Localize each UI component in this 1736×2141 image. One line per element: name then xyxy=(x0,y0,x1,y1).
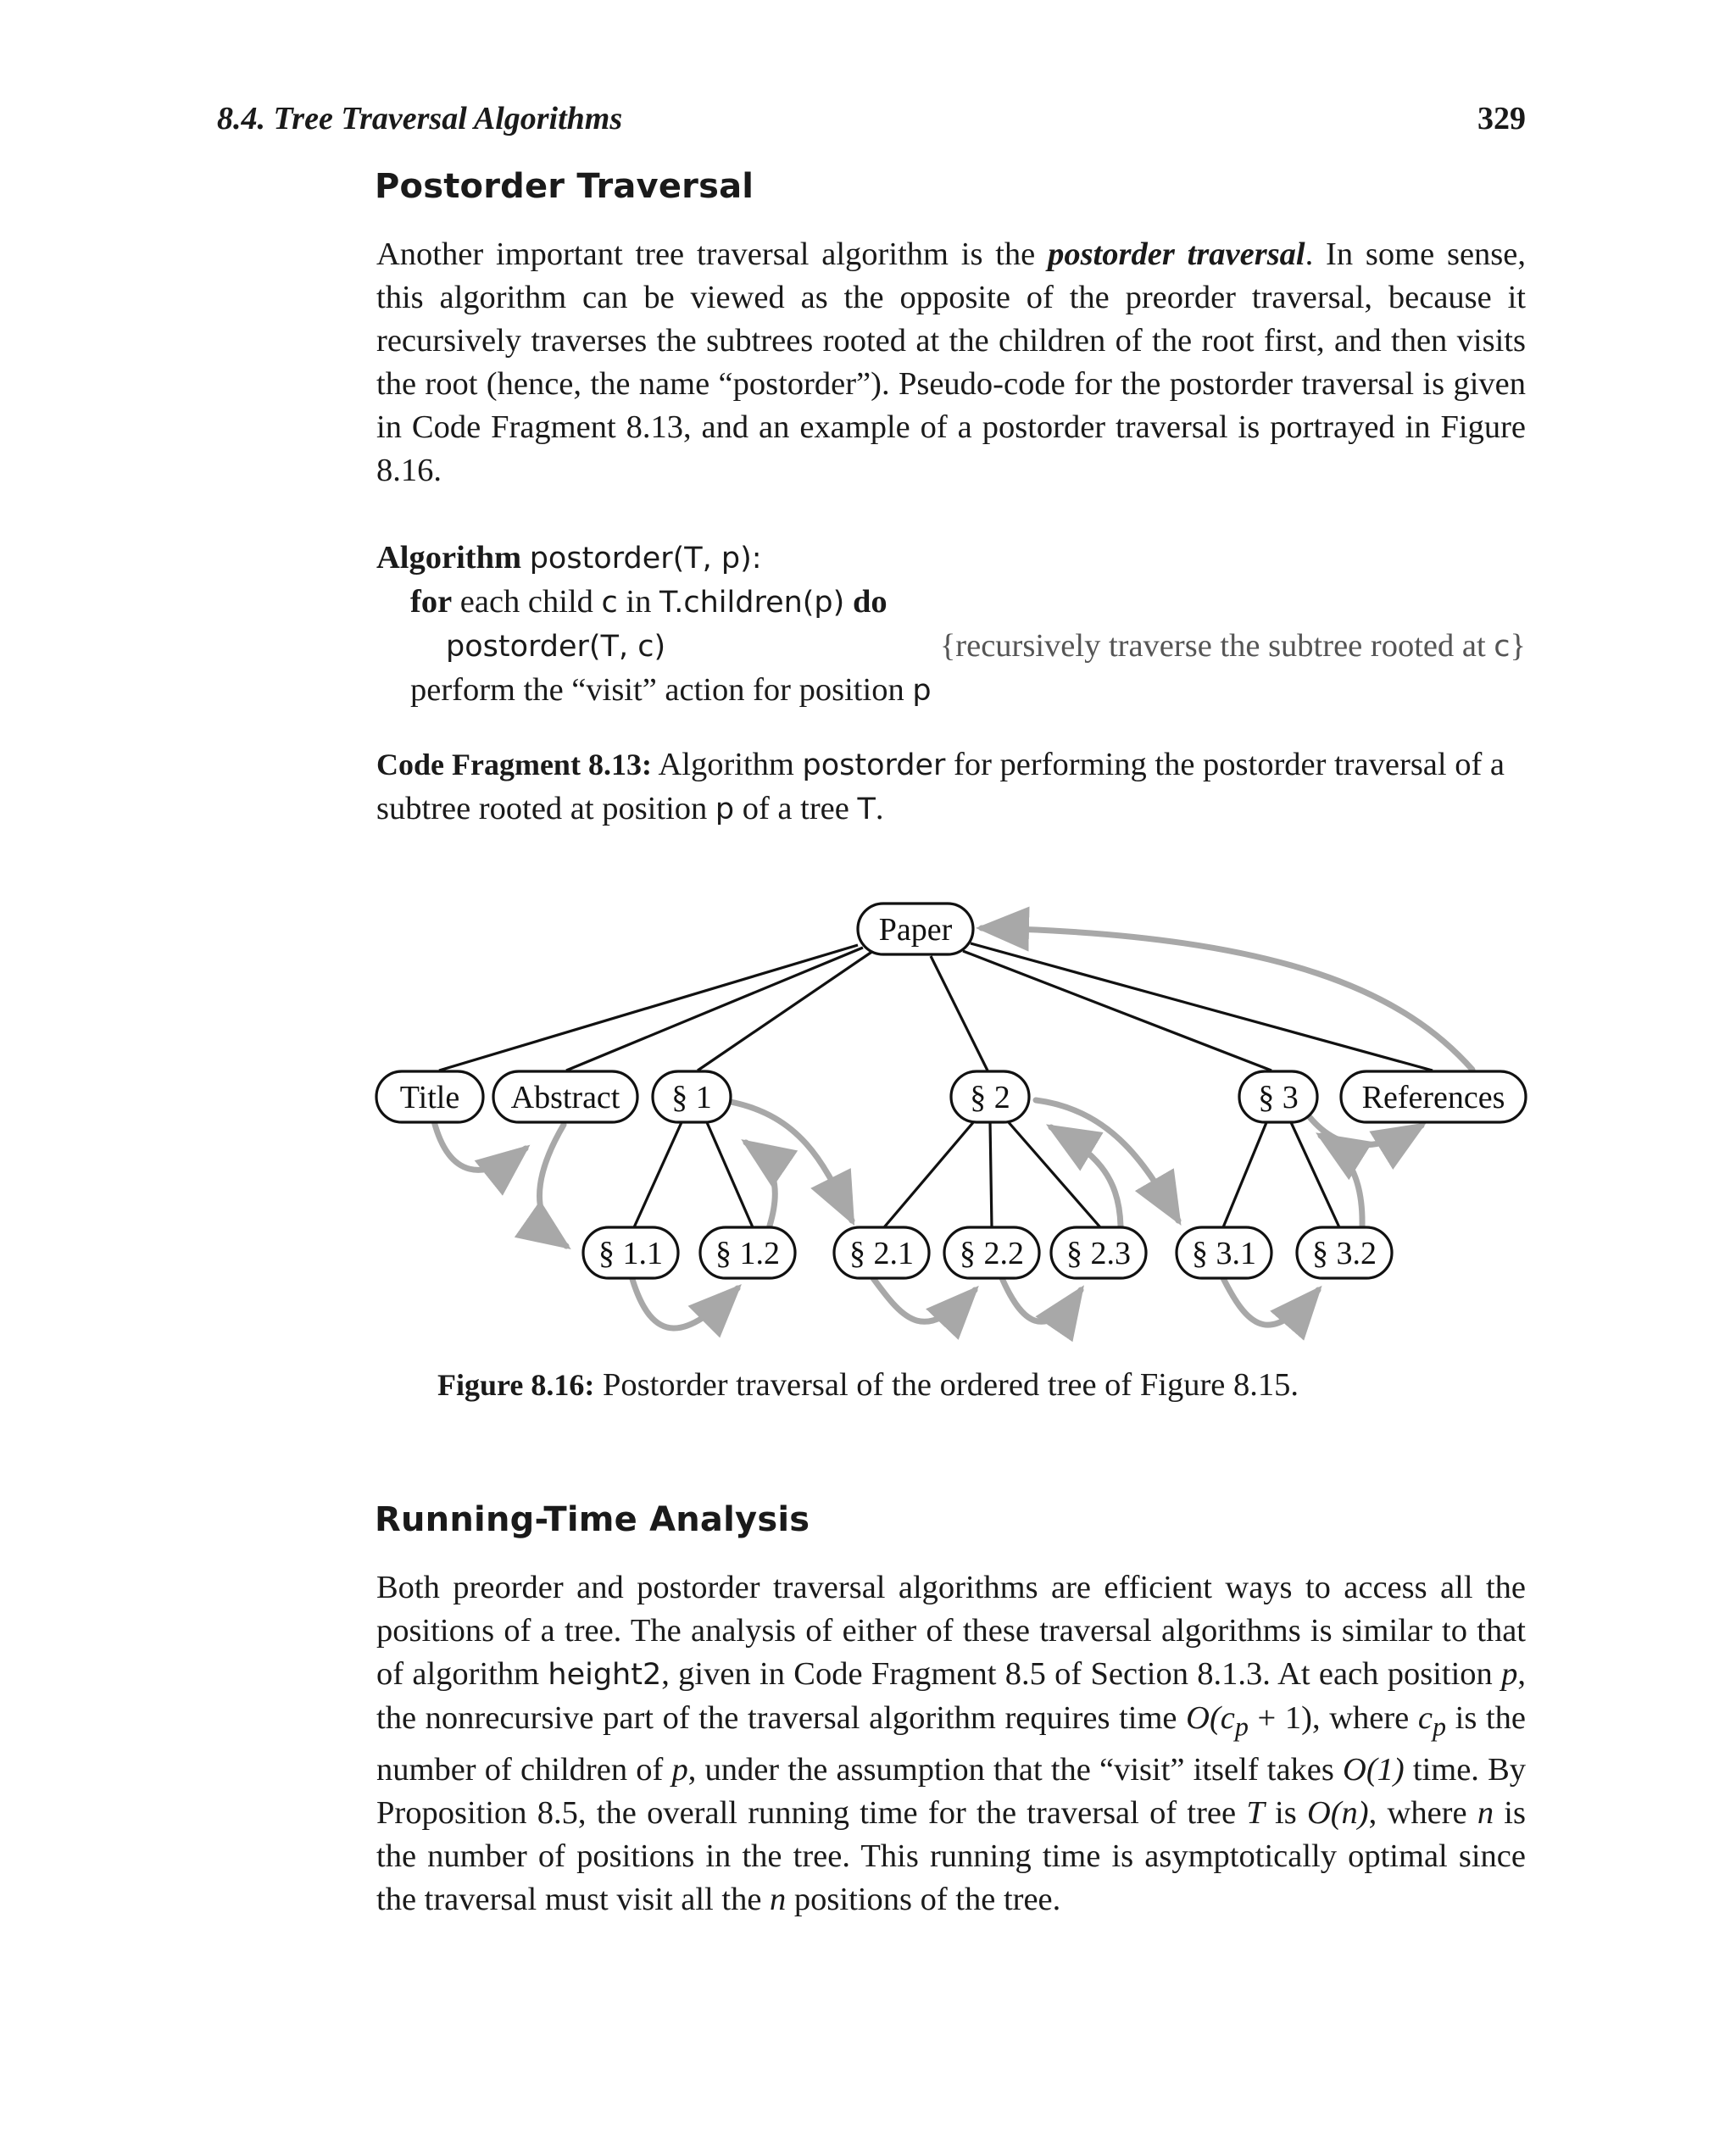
rt-text-11: positions of the tree. xyxy=(786,1881,1061,1917)
children-call: T.children(p) xyxy=(659,586,845,620)
edge-s2-s2-1 xyxy=(884,1121,975,1227)
code-caption-text1: Algorithm xyxy=(651,747,803,782)
section-title: 8.4. Tree Traversal Algorithms xyxy=(217,101,623,136)
visit-text: perform the “visit” action for position xyxy=(410,672,913,708)
arrow-references-to-paper xyxy=(982,928,1472,1070)
rt-text-2: , given in Code Fragment 8.5 of Section 8.1.3. At each position xyxy=(661,1656,1502,1692)
node-label-paper: Paper xyxy=(878,912,953,948)
figure-caption xyxy=(0,1366,1736,1404)
comment-close: } xyxy=(1510,628,1526,664)
arrow-s2-1-to-s2-2 xyxy=(873,1278,975,1321)
algo-keyword: Algorithm xyxy=(376,540,522,576)
for-middle: each child xyxy=(452,584,602,620)
arrow-title-to-abstract xyxy=(434,1121,526,1170)
code-caption-var-p: p xyxy=(715,792,735,826)
arrow-s3-2-to-s3 xyxy=(1321,1136,1362,1226)
visit-var: p xyxy=(912,674,932,708)
arrow-s1-to-s2-1 xyxy=(731,1102,852,1221)
node-label-s3-1: § 3.1 xyxy=(1192,1236,1256,1271)
page-number: 329 xyxy=(1477,101,1526,136)
rt-text-4: , where xyxy=(1311,1700,1418,1736)
arrow-s1-2-to-s1 xyxy=(746,1143,775,1226)
node-label-s1-2: § 1.2 xyxy=(715,1236,780,1271)
arrow-s3-1-to-s3-2 xyxy=(1223,1278,1318,1325)
rt-text-3: , the nonrecursive part of the traversal algorithm requires time xyxy=(376,1656,1526,1736)
code-caption-text3: of a tree xyxy=(734,791,858,826)
edge-s2-s2-2 xyxy=(990,1121,992,1227)
running-time-paragraph xyxy=(376,1566,1526,1921)
edge-paper-references xyxy=(971,943,1433,1070)
code-caption-var-T: T xyxy=(857,792,876,826)
node-label-s1: § 1 xyxy=(671,1080,712,1115)
edge-paper-abstract xyxy=(566,948,863,1070)
for-in: in xyxy=(617,584,659,620)
edge-paper-s3 xyxy=(963,951,1271,1070)
node-label-s2-3: § 2.3 xyxy=(1066,1236,1131,1271)
edge-s3-s3-1 xyxy=(1223,1121,1267,1227)
rt-text-5: is the number of children of xyxy=(376,1700,1526,1788)
rt-math-5: O(n) xyxy=(1306,1794,1369,1831)
rt-text-6: , under the assumption that the “visit” itself takes xyxy=(687,1751,1344,1788)
rt-text-9: , where xyxy=(1368,1794,1477,1831)
para-part1: Another important tree traversal algorithm is the xyxy=(376,236,1049,272)
rt-math-3: O(1) xyxy=(1343,1751,1405,1788)
para-emphasis: postorder traversal xyxy=(1048,236,1305,272)
edge-s2-s2-3 xyxy=(1007,1121,1100,1227)
rt-height2: height2 xyxy=(548,1658,662,1692)
rt-var-p2: p xyxy=(671,1751,688,1788)
node-label-s1-1: § 1.1 xyxy=(598,1236,663,1271)
comment-text: {recursively traverse the subtree rooted at xyxy=(939,628,1494,664)
edge-s1-s1-2 xyxy=(706,1121,753,1227)
rt-text-1: Both preorder and postorder traversal algorithms are efficient ways to access all the positions of a tree. The analysis of either of these traversal algorithms is similar to that of algorithm xyxy=(376,1570,1526,1692)
rt-text-8: is xyxy=(1264,1794,1307,1831)
code-caption-label: Code Fragment 8.13: xyxy=(376,748,652,781)
var-c: c xyxy=(601,586,618,620)
rt-math-1-sub: p xyxy=(1234,1710,1249,1742)
postorder-heading: Postorder Traversal xyxy=(375,167,754,206)
rt-math-2-sub: p xyxy=(1432,1710,1447,1742)
rt-math-2: c xyxy=(1417,1700,1433,1736)
para-part2: . In some sense, this algorithm can be viewed as the opposite of the preorder traversal, because it recursively traverses the subtrees rooted at the children of the root first, and then visits the root (hence, the name “postorder”). Pseudo-code for the postorder traversal is given in Code Fragment 8.13, and an example of a postorder traversal is portrayed in Figure 8.16. xyxy=(376,236,1526,488)
node-label-s2: § 2 xyxy=(970,1080,1010,1115)
code-caption-text4: . xyxy=(875,791,884,826)
arrow-s2-to-s3-1 xyxy=(1036,1100,1178,1221)
rt-math-4: T xyxy=(1246,1794,1265,1831)
edge-paper-s1 xyxy=(698,951,873,1070)
rt-math-1-rest: + 1) xyxy=(1248,1700,1312,1736)
figure-caption-label: Figure 8.16: xyxy=(437,1368,595,1402)
recursive-call: postorder(T, c) xyxy=(446,630,666,664)
rt-text-10: is the number of positions in the tree. This running time is asymptotically optimal since the traversal must visit all the xyxy=(376,1794,1526,1917)
edge-paper-title xyxy=(439,945,858,1070)
code-caption-text2: for performing the postorder traversal of a subtree rooted at position xyxy=(376,747,1505,826)
algo-signature: postorder(T, p): xyxy=(529,542,762,576)
node-label-s2-2: § 2.2 xyxy=(960,1236,1024,1271)
node-label-s2-1: § 2.1 xyxy=(849,1236,914,1271)
node-label-s3: § 3 xyxy=(1258,1080,1299,1115)
running-time-heading: Running-Time Analysis xyxy=(375,1500,810,1539)
edge-paper-s2 xyxy=(931,956,988,1070)
rt-math-1: O(c xyxy=(1186,1700,1235,1736)
edge-s1-s1-1 xyxy=(634,1121,682,1227)
code-caption-algo-name: postorder xyxy=(802,748,946,782)
node-label-references: References xyxy=(1361,1080,1505,1115)
arrow-s1-1-to-s1-2 xyxy=(632,1276,737,1328)
for-keyword: for xyxy=(410,584,453,620)
arrow-s2-2-to-s2-3 xyxy=(1002,1278,1081,1321)
node-label-title: Title xyxy=(399,1080,460,1115)
node-label-abstract: Abstract xyxy=(510,1080,620,1115)
figure-caption-text: Postorder traversal of the ordered tree of Figure 8.15. xyxy=(594,1367,1299,1403)
arrow-abstract-to-s1-1 xyxy=(540,1125,567,1246)
rt-math-7: n xyxy=(770,1881,787,1917)
comment-var: c xyxy=(1494,630,1511,664)
rt-math-6: n xyxy=(1477,1794,1494,1831)
rt-text-7: time. By Proposition 8.5, the overall running time for the traversal of tree xyxy=(376,1751,1526,1831)
node-label-s3-2: § 3.2 xyxy=(1312,1236,1377,1271)
do-keyword: do xyxy=(852,584,887,620)
rt-var-p1: p xyxy=(1501,1656,1518,1692)
